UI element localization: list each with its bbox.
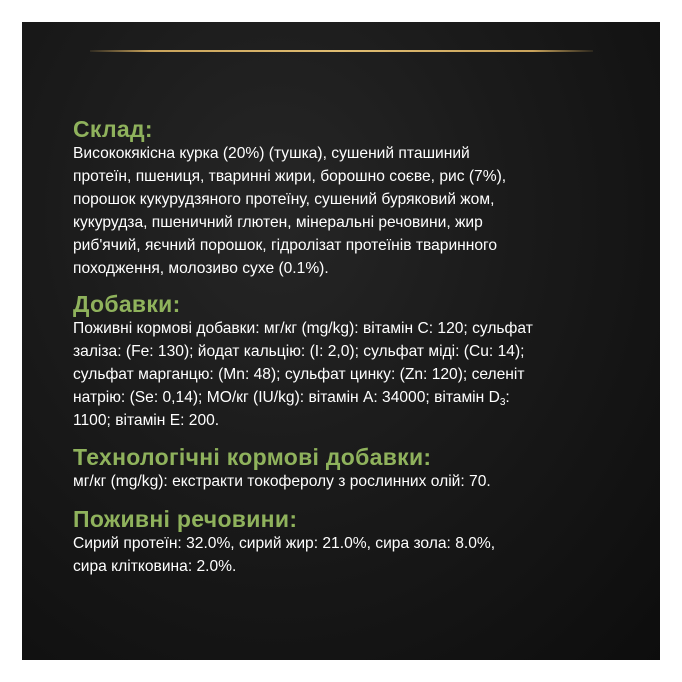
ingredients-panel (22, 22, 660, 660)
composition-text (73, 142, 633, 280)
composition-line: риб'ячий, яєчний порошок, гідролізат протеїнів тваринного (73, 237, 498, 254)
nutrients-heading: Поживні речовини: (73, 506, 298, 532)
composition-line: кукурудза, пшеничний глютен, мінеральні речовини, жир (73, 214, 483, 231)
tech-additives-line: мг/кг (mg/kg): екстракти токоферолу з рослинних олій: 70. (73, 473, 491, 490)
nutrients-section (73, 506, 633, 578)
vitamin-d-suffix: : (505, 389, 510, 406)
tech-additives-heading: Технологічні кормові добавки: (73, 444, 432, 470)
nutrients-line: Сирий протеїн: 32.0%, сирий жир: 21.0%, сира зола: 8.0%, (73, 535, 496, 552)
additives-section (73, 291, 633, 432)
nutrients-line: сира клітковина: 2.0%. (73, 558, 237, 575)
composition-line: походження, молозиво сухе (0.1%). (73, 260, 329, 277)
composition-heading: Склад: (73, 116, 153, 142)
tech-additives-section (73, 444, 633, 493)
gold-divider (90, 50, 593, 52)
composition-line: порошок кукурудзяного протеїну, сушений буряковий жом, (73, 191, 495, 208)
additives-line: сульфат марганцю: (Mn: 48); сульфат цинку: (Zn: 120); селеніт (73, 366, 525, 383)
nutrients-text (73, 532, 633, 578)
ingredients-content (73, 116, 633, 578)
vitamin-d-subscript: 3 (499, 397, 506, 408)
composition-line: протеїн, пшениця, тваринні жири, борошно соєве, рис (7%), (73, 168, 507, 185)
tech-additives-text (73, 470, 633, 493)
additives-line: 1100; вітамін Е: 200. (73, 412, 220, 429)
composition-section (73, 116, 633, 280)
additives-line: натрію: (Se: 0,14); МО/кг (IU/kg): вітамін А: 34000; вітамін D (73, 389, 500, 406)
additives-text (73, 317, 633, 432)
additives-line: заліза: (Fe: 130); йодат кальцію: (I: 2,0); сульфат міді: (Cu: 14); (73, 343, 525, 360)
additives-line: Поживні кормові добавки: мг/кг (mg/kg): вітамін С: 120; сульфат (73, 320, 533, 337)
composition-line: Висококякісна курка (20%) (тушка), сушений пташиний (73, 145, 470, 162)
additives-heading: Добавки: (73, 291, 181, 317)
